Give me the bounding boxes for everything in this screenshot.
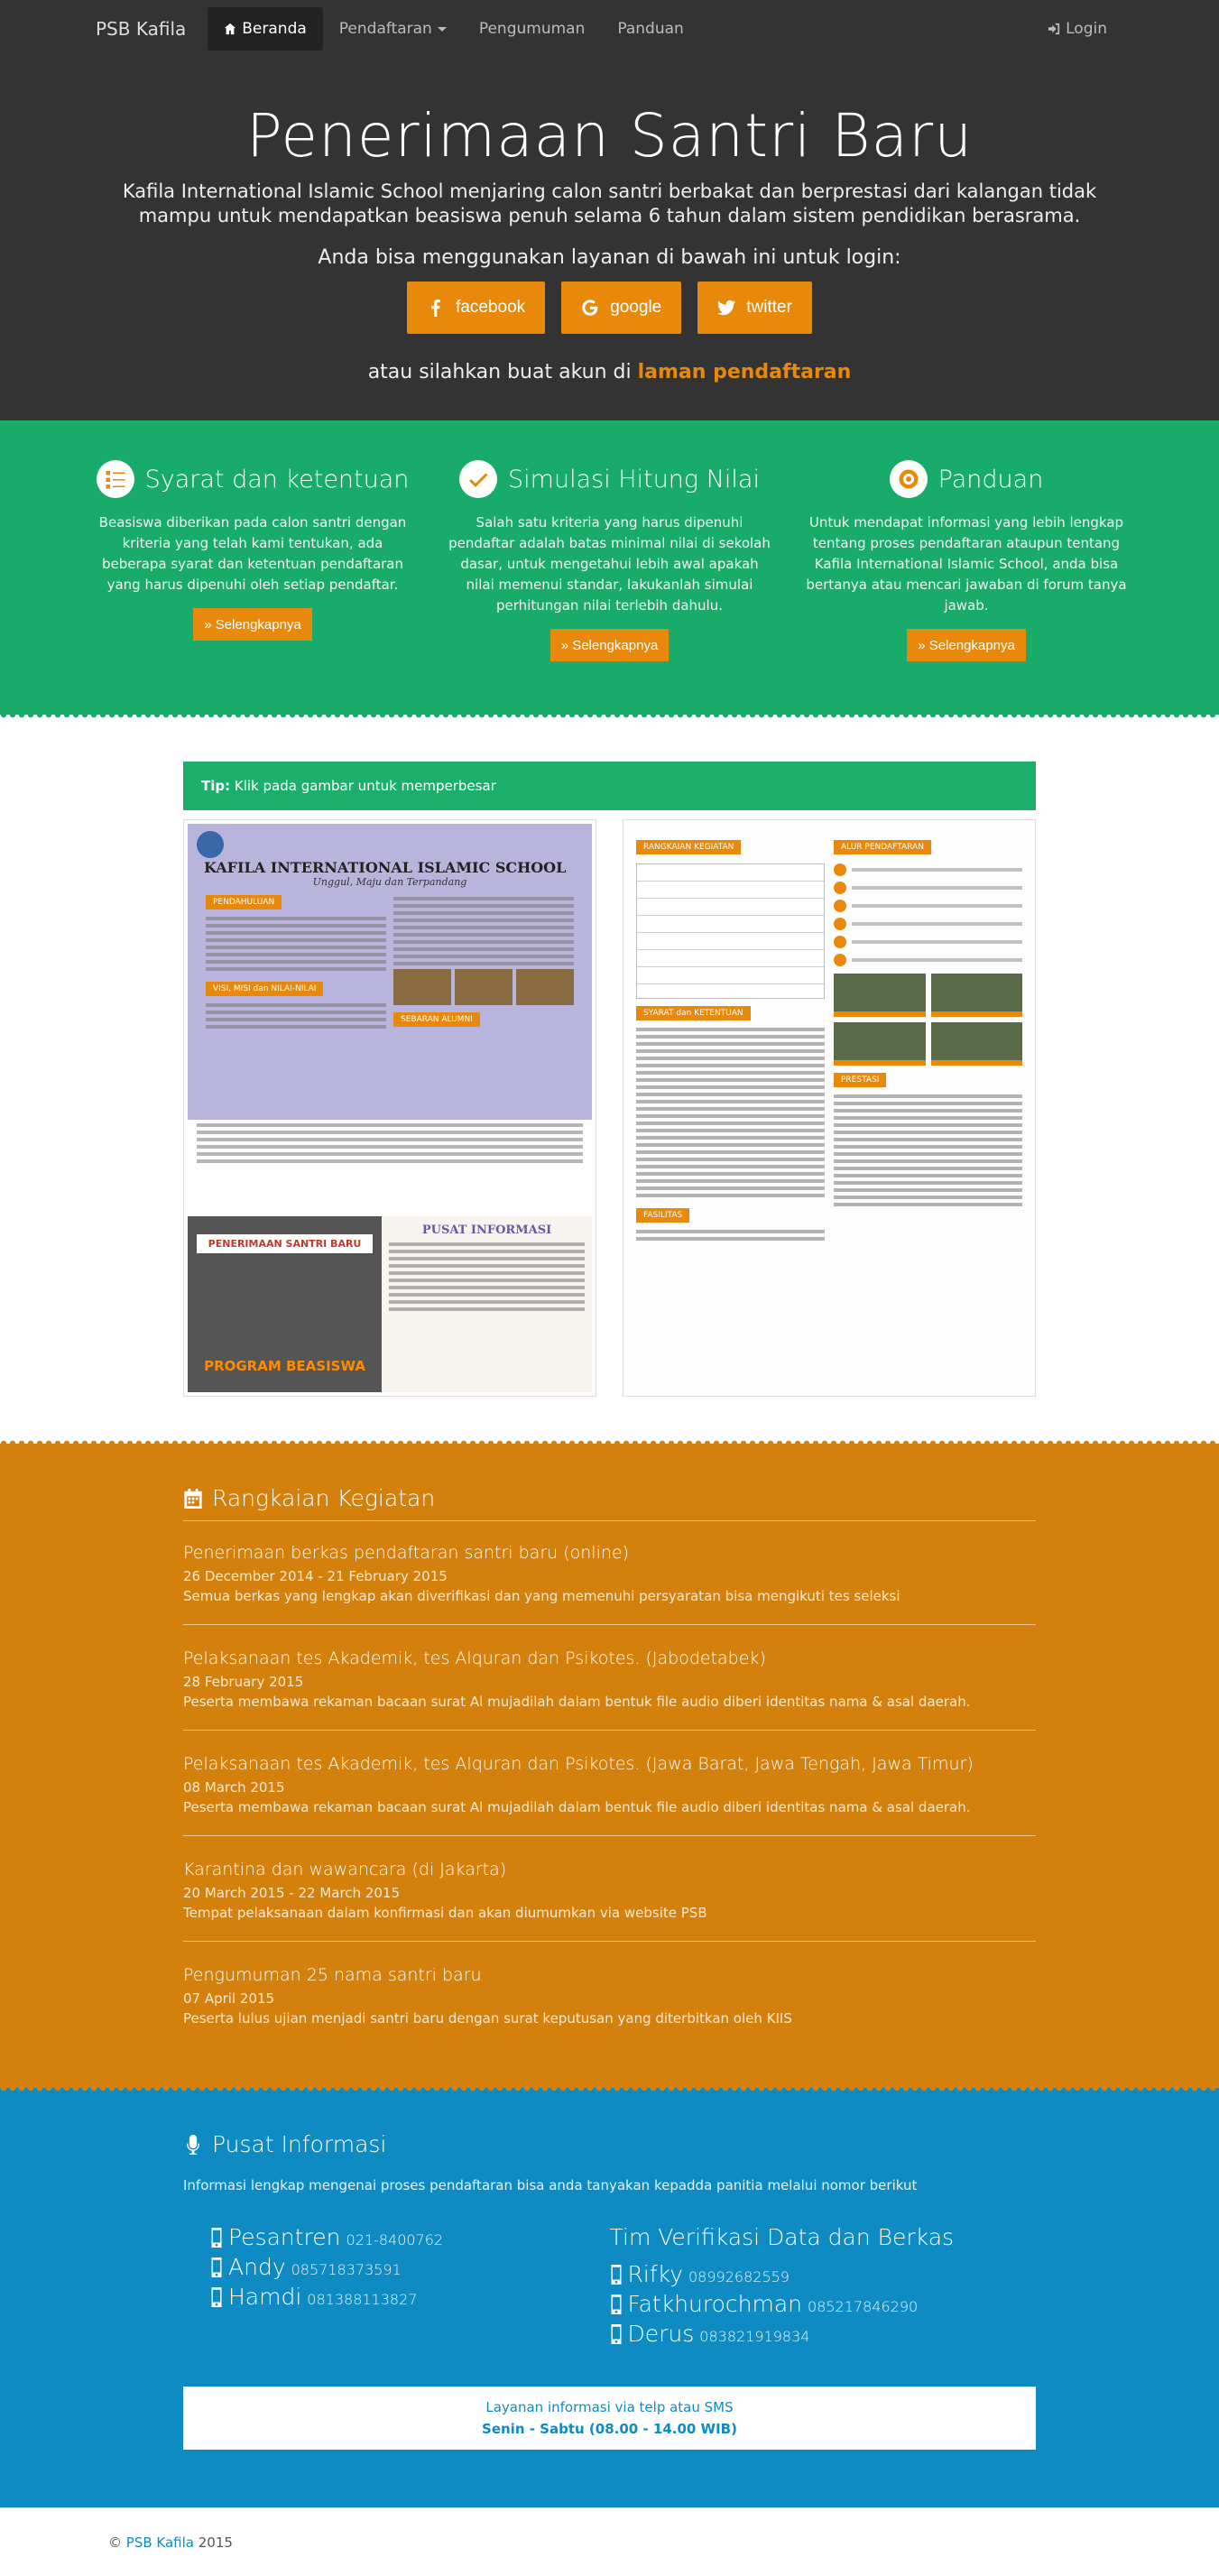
register-prefix: atau silahkan buat akun di (367, 361, 632, 383)
verification-team-title: Tim Verifikasi Data dan Berkas (609, 2224, 955, 2250)
event-date: 28 February 2015 (183, 1674, 304, 1690)
contact-section (0, 2088, 1219, 2507)
poster-front-image[interactable] (183, 819, 596, 1397)
event-date: 08 March 2015 (183, 1779, 285, 1796)
contact-person (610, 2261, 1010, 2287)
event-desc: Semua berkas yang lengkap akan diverifikasi dan yang memenuhi persyaratan bisa mengikuti tes seleksi (183, 1588, 900, 1604)
sms-title: Layanan informasi via telp atau SMS (485, 2399, 734, 2415)
contact-name: Hamdi (228, 2284, 302, 2310)
hero (0, 58, 1219, 420)
google-label: google (610, 298, 662, 317)
poster-school-name: KAFILA INTERNATIONAL ISLAMIC SCHOOL (204, 859, 567, 876)
poster-photo-title: PENERIMAAN SANTRI BARU (197, 1234, 373, 1253)
poster-tag: SYARAT dan KETENTUAN (636, 1006, 751, 1020)
syarat-more-button[interactable]: » Selengkapnya (193, 608, 312, 641)
event-name: Karantina dan wawancara (di Jakarta) (183, 1860, 507, 1879)
contact-title-text: Pusat Informasi (212, 2131, 387, 2157)
schedule-event (183, 1754, 1036, 1836)
home-icon (224, 23, 236, 35)
google-login-button[interactable] (561, 282, 681, 334)
caret-down-icon (438, 27, 447, 32)
hero-lead: Kafila International Islamic School menjaring calon santri berbakat dan berprestasi dari kalangan tidak mampu untuk mendapatkan beasiswa penuh selama 6 tahun dalam sistem pendidikan berasrama. (122, 180, 1097, 226)
schedule-event (183, 1965, 1036, 2046)
contact-name: Derus (627, 2321, 695, 2347)
contact-person (210, 2224, 610, 2250)
event-date: 20 March 2015 - 22 March 2015 (183, 1885, 400, 1901)
schedule-event (183, 1860, 1036, 1942)
poster-tag: PENDAHULUAN (206, 895, 282, 909)
footer-year: 2015 (198, 2534, 233, 2551)
list-icon (97, 460, 134, 498)
school-logo (197, 831, 224, 858)
mobile-icon (210, 2287, 223, 2307)
hero-title: Penerimaan Santri Baru (245, 101, 974, 171)
poster-tag: FASILITAS (636, 1208, 689, 1223)
footer-link[interactable]: PSB Kafila (125, 2534, 194, 2551)
poster-section (0, 715, 1219, 1444)
contact-name: Pesantren (228, 2224, 341, 2250)
contact-person (610, 2291, 1010, 2317)
event-name: Penerimaan berkas pendaftaran santri baru (online) (183, 1543, 629, 1563)
nav-item-label: Panduan (617, 20, 684, 38)
event-name: Pengumuman 25 nama santri baru (183, 1965, 482, 1985)
facebook-label: facebook (456, 298, 526, 317)
event-desc: Peserta lulus ujian menjadi santri baru dengan surat keputusan yang diterbitkan oleh KIIS (183, 2010, 792, 2027)
tip-text: Klik pada gambar untuk memperbesar (234, 778, 496, 794)
contact-name: Rifky (627, 2261, 683, 2287)
copyright-symbol: © (108, 2534, 122, 2551)
feature-simulasi (448, 460, 772, 661)
contact-phone[interactable]: 085217846290 (808, 2298, 919, 2315)
poster-tag: RANGKAIAN KEGIATAN (636, 840, 741, 854)
sms-info-box (183, 2387, 1036, 2450)
login-link[interactable] (1031, 7, 1123, 51)
feature-title (90, 460, 415, 498)
register-link[interactable]: laman pendaftaran (637, 361, 852, 383)
feature-panduan (804, 460, 1129, 661)
poster-photo-sub: PROGRAM BEASISWA (204, 1358, 365, 1374)
facebook-icon (427, 299, 445, 317)
facebook-login-button[interactable] (407, 282, 545, 334)
tip-label: Tip: (201, 778, 231, 794)
schedule-title (183, 1485, 1036, 1521)
contact-intro: Informasi lengkap mengenai proses pendaftaran bisa anda tanyakan kepadda panitia melalui nomor berikut (183, 2177, 918, 2193)
feature-title-text: Syarat dan ketentuan (144, 465, 410, 494)
contact-phone[interactable]: 083821919834 (699, 2328, 810, 2345)
schedule-section (0, 1444, 1219, 2088)
poster-tag: VISI, MISI dan NILAI-NILAI (206, 982, 323, 996)
poster-tag: PRESTASI (834, 1073, 886, 1087)
event-desc: Tempat pelaksanaan dalam konfirmasi dan akan diumumkan via website PSB (183, 1905, 707, 1921)
register-line (90, 361, 1129, 383)
nav-item-label: Pengumuman (478, 20, 586, 38)
features-section (0, 420, 1219, 715)
feature-syarat (90, 460, 415, 661)
login-label: Login (1066, 20, 1107, 38)
lifebuoy-icon (890, 460, 928, 498)
poster-info-title: PUSAT INFORMASI (421, 1223, 552, 1237)
event-desc: Peserta membawa rekaman bacaan surat Al mujadilah dalam bentuk file audio diberi identitas nama & asal daerah. (183, 1799, 971, 1815)
contact-phone[interactable]: 085718373591 (291, 2261, 402, 2278)
feature-text: Beasiswa diberikan pada calon santri dengan kriteria yang telah kami tentukan, ada beberapa syarat dan ketentuan pendaftaran yang harus dipenuhi oleh setiap pendaftar. (98, 514, 407, 593)
poster-photo (188, 1216, 382, 1392)
sms-hours: Senin - Sabtu (08.00 - 14.00 WIB) (482, 2421, 737, 2437)
schedule-event (183, 1543, 1036, 1625)
feature-text: Untuk mendapat informasi yang lebih lengkap tentang proses pendaftaran ataupun tentang Kafila International Islamic School, anda bisa bertanya atau mencari jawaban di forum tanya jawab. (806, 514, 1127, 614)
contact-phone[interactable]: 021-8400762 (346, 2231, 444, 2248)
tip-alert (183, 762, 1036, 810)
nav-item-beranda[interactable] (208, 7, 323, 51)
contact-phone[interactable]: 08992682559 (688, 2268, 790, 2285)
event-date: 07 April 2015 (183, 1990, 275, 2007)
feature-title-text: Panduan (937, 465, 1044, 494)
login-hint: Anda bisa menggunakan layanan di bawah ini untuk login: (318, 246, 901, 269)
simulasi-more-button[interactable]: » Selengkapnya (550, 629, 670, 661)
contact-list-left (210, 2224, 610, 2350)
contact-phone[interactable]: 081388113827 (307, 2291, 418, 2308)
nav-item-pengumuman[interactable] (463, 7, 602, 51)
poster-motto: Unggul, Maju dan Terpandang (312, 876, 467, 888)
brand-link[interactable]: PSB Kafila (96, 18, 187, 40)
event-date: 26 December 2014 - 21 February 2015 (183, 1568, 448, 1584)
event-name: Pelaksanaan tes Akademik, tes Alquran dan Psikotes. (Jawa Barat, Jawa Tengah, Jawa Timur) (183, 1754, 974, 1774)
sign-in-icon (1048, 23, 1060, 35)
event-desc: Peserta membawa rekaman bacaan surat Al mujadilah dalam bentuk file audio diberi identitas nama & asal daerah. (183, 1694, 971, 1710)
contact-list-right (610, 2224, 1010, 2350)
navbar (0, 0, 1219, 58)
mobile-icon (610, 2294, 623, 2314)
calendar-icon (183, 1489, 203, 1509)
poster-tag: ALUR PENDAFTARAN (834, 840, 931, 854)
twitter-label: twitter (746, 298, 792, 317)
nav-item-label: Pendaftaran (338, 20, 432, 38)
google-icon (581, 299, 599, 317)
panduan-more-button[interactable]: » Selengkapnya (907, 629, 1026, 661)
feature-title (804, 460, 1129, 498)
schedule-event (183, 1648, 1036, 1731)
mobile-icon (210, 2228, 223, 2248)
check-icon (459, 460, 497, 498)
contact-person (610, 2321, 1010, 2347)
contact-name: Andy (228, 2254, 286, 2280)
footer (0, 2507, 1219, 2576)
feature-title (448, 460, 772, 498)
social-login-group (90, 282, 1129, 334)
twitter-login-button[interactable] (697, 282, 812, 334)
poster-back-image[interactable] (623, 819, 1036, 1397)
feature-title-text: Simulasi Hitung Nilai (508, 465, 760, 494)
nav-item-label: Beranda (242, 20, 307, 38)
nav-item-pendaftaran[interactable] (323, 7, 463, 51)
mobile-icon (610, 2324, 623, 2344)
contact-person (210, 2254, 610, 2280)
schedule-title-text: Rangkaian Kegiatan (212, 1485, 436, 1511)
contact-person (210, 2284, 610, 2310)
contact-name: Fatkhurochman (627, 2291, 803, 2317)
nav-item-panduan[interactable] (601, 7, 699, 51)
microphone-icon (183, 2135, 203, 2155)
feature-text: Salah satu kriteria yang harus dipenuhi pendaftar adalah batas minimal nilai di sekolah dasar, untuk mengetahui lebih awal apakah nilai memenui standar, lakukanlah simulai perhitungan nilai terlebih dahulu. (448, 514, 771, 614)
poster-table (636, 863, 825, 999)
event-name: Pelaksanaan tes Akademik, tes Alquran dan Psikotes. (Jabodetabek) (183, 1648, 766, 1668)
contact-title (183, 2131, 1036, 2166)
poster-tag: SEBARAN ALUMNI (393, 1012, 480, 1027)
mobile-icon (210, 2257, 223, 2277)
mobile-icon (610, 2265, 623, 2285)
twitter-icon (717, 299, 735, 317)
